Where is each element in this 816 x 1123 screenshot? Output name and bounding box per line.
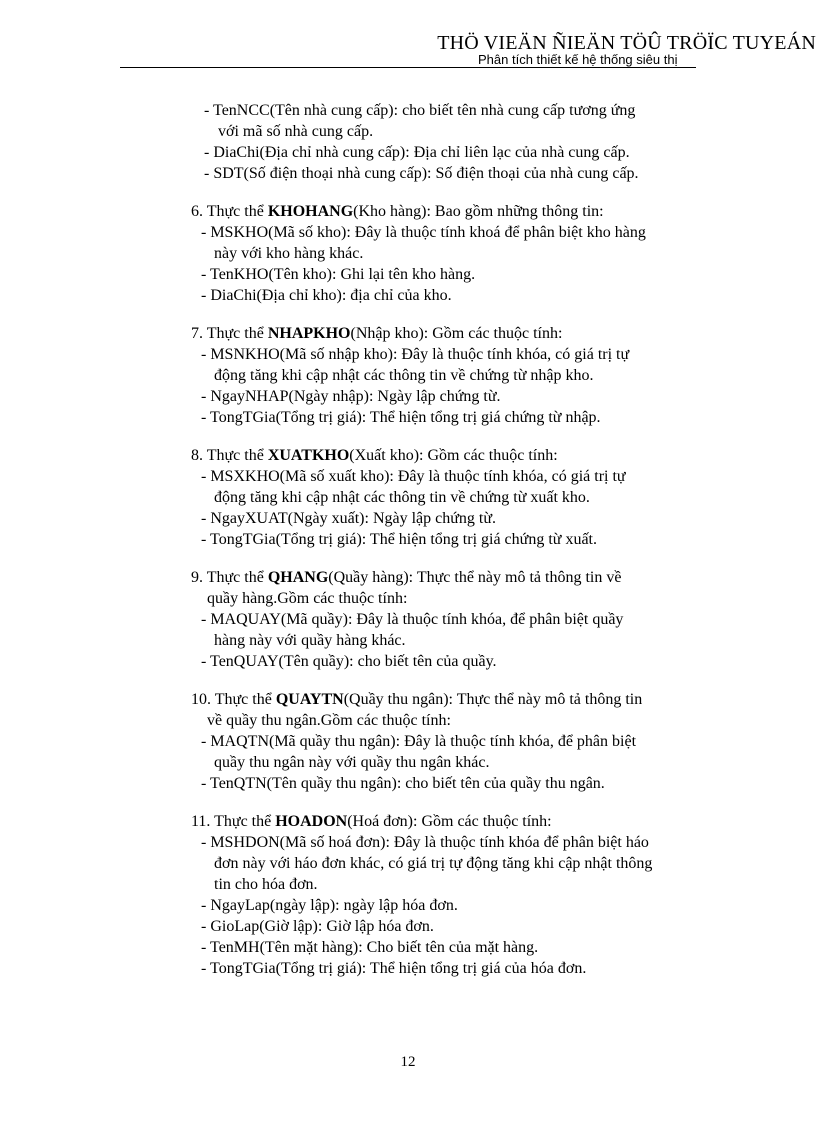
text-line: - MAQTN(Mã quầy thu ngân): Đây là thuộc tính khóa, để phân biệt [201, 733, 637, 750]
document-body [0, 100, 816, 979]
text-line: - TongTGia(Tổng trị giá): Thể hiện tổng trị giá chứng từ nhập. [201, 409, 601, 426]
text-line: - MSNKHO(Mã số nhập kho): Đây là thuộc tính khóa, có giá trị tự [201, 346, 630, 363]
entity-name: QHANG [267, 569, 329, 586]
text-line: này với kho hàng khác. [214, 245, 364, 262]
text-line: - NgayXUAT(Ngày xuất): Ngày lập chứng từ. [201, 510, 497, 527]
text-line: - NgayLap(ngày lập): ngày lập hóa đơn. [201, 897, 458, 914]
text-line: - MSHDON(Mã số hoá đơn): Đây là thuộc tính khóa để phân biệt háo [201, 834, 649, 851]
header-title: THÖ VIEÄN ÑIEÄN TÖÛ TRÖÏC TUYEÁN [437, 32, 816, 54]
text-line: động tăng khi cập nhật các thông tin về chứng từ nhập kho. [214, 367, 594, 384]
section-heading: 9. Thực thể QHANG(Quầy hàng): Thực thể này mô tả thông tin về [191, 569, 622, 586]
text-line: - NgayNHAP(Ngày nhập): Ngày lập chứng từ. [201, 388, 501, 405]
text-line: - SDT(Số điện thoại nhà cung cấp): Số điện thoại của nhà cung cấp. [204, 165, 639, 182]
text-line: tin cho hóa đơn. [214, 876, 318, 893]
text-line: - MSXKHO(Mã số xuất kho): Đây là thuộc tính khóa, có giá trị tự [201, 468, 626, 485]
text-line: - GioLap(Giờ lập): Giờ lập hóa đơn. [201, 918, 434, 935]
text-line: - TongTGia(Tổng trị giá): Thể hiện tổng trị giá của hóa đơn. [201, 960, 587, 977]
entity-name: NHAPKHO [267, 325, 351, 342]
text-line: - TenNCC(Tên nhà cung cấp): cho biết tên nhà cung cấp tương ứng [204, 102, 636, 119]
text-line: - MAQUAY(Mã quầy): Đây là thuộc tính khóa, để phân biệt quầy [201, 611, 624, 628]
page-number: 12 [400, 1054, 416, 1070]
text-line: với mã số nhà cung cấp. [218, 123, 374, 140]
entity-name: QUAYTN [275, 691, 344, 708]
text-line: - TenQUAY(Tên quầy): cho biết tên của quầy. [201, 653, 497, 670]
section-heading: 6. Thực thể KHOHANG(Kho hàng): Bao gồm những thông tin: [191, 203, 604, 220]
text-line: hàng này với quầy hàng khác. [214, 632, 406, 649]
entity-name: XUATKHO [267, 447, 350, 464]
text-line: - MSKHO(Mã số kho): Đây là thuộc tính khoá để phân biệt kho hàng [201, 224, 646, 241]
entity-name: HOADON [275, 813, 348, 830]
text-line: - TenQTN(Tên quầy thu ngân): cho biết tên của quầy thu ngân. [201, 775, 605, 792]
section-heading: 8. Thực thể XUATKHO(Xuất kho): Gồm các thuộc tính: [191, 447, 558, 464]
header-subtitle: Phân tích thiết kế hệ thống siêu thị [478, 52, 678, 67]
entity-name: KHOHANG [267, 203, 354, 220]
text-line: - TongTGia(Tổng trị giá): Thể hiện tổng trị giá chứng từ xuất. [201, 531, 597, 548]
text-line: đơn này với háo đơn khác, có giá trị tự động tăng khi cập nhật thông [214, 855, 653, 872]
section-heading: 10. Thực thể QUAYTN(Quầy thu ngân): Thực thể này mô tả thông tin [191, 691, 643, 708]
text-line: - DiaChi(Địa chỉ kho): địa chỉ của kho. [201, 287, 452, 304]
text-line: về quầy thu ngân.Gồm các thuộc tính: [207, 712, 451, 729]
section-heading: 7. Thực thể NHAPKHO(Nhập kho): Gồm các thuộc tính: [191, 325, 563, 342]
text-line: động tăng khi cập nhật các thông tin về chứng từ xuất kho. [214, 489, 590, 506]
text-line: quầy thu ngân này với quầy thu ngân khác. [214, 754, 490, 771]
text-line: quầy hàng.Gồm các thuộc tính: [207, 590, 408, 607]
section-heading: 11. Thực thể HOADON(Hoá đơn): Gồm các thuộc tính: [191, 813, 552, 830]
header-rule [120, 67, 696, 68]
text-line: - TenMH(Tên mặt hàng): Cho biết tên của mặt hàng. [201, 939, 539, 956]
text-line: - TenKHO(Tên kho): Ghi lại tên kho hàng. [201, 266, 476, 283]
text-line: - DiaChi(Địa chỉ nhà cung cấp): Địa chỉ liên lạc của nhà cung cấp. [204, 144, 630, 161]
